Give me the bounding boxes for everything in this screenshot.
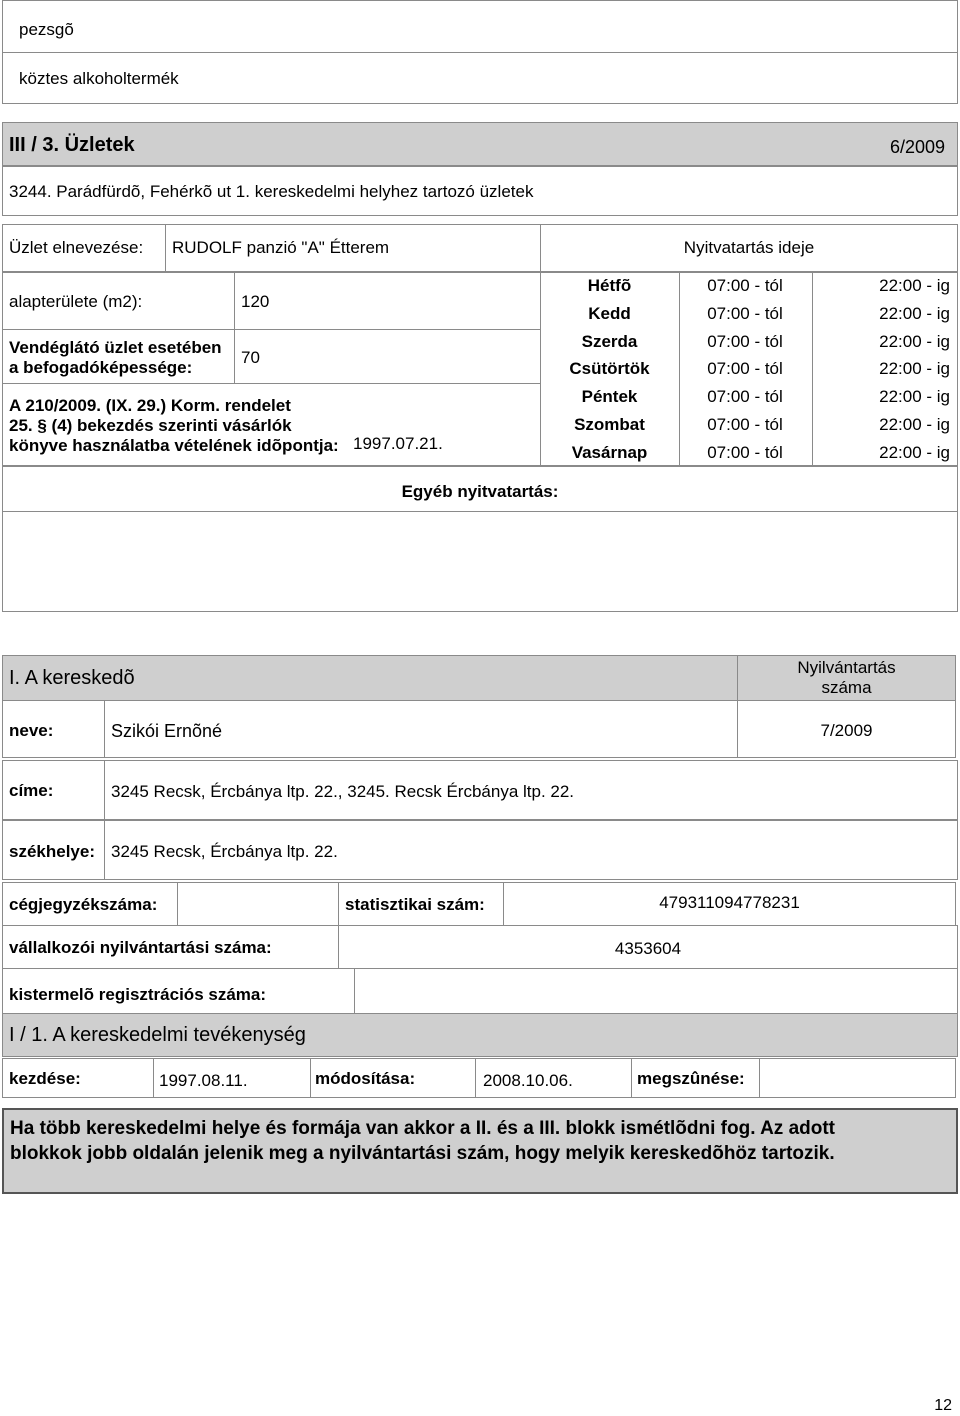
activity-divider-5 [759, 1059, 760, 1097]
other-hours-label: Egyéb nyitvatartás: [401, 482, 559, 501]
entrepreneur-label-cell [2, 925, 339, 969]
activity-title: I / 1. A kereskedelmi tevékenység [9, 1024, 306, 1046]
hours-header: Nyitvatartás ideje [683, 238, 815, 257]
hours-to: 22:00 - ig [879, 304, 950, 323]
company-reg-label: cégjegyzékszáma: [9, 895, 158, 914]
stat-label: statisztikai szám: [345, 895, 485, 914]
note-box [2, 1108, 958, 1194]
activity-divider-1 [153, 1059, 154, 1097]
merchant-title: I. A kereskedõ [9, 667, 135, 689]
hours-day: Szombat [574, 415, 645, 434]
area-label-cell [2, 272, 235, 330]
stat-value: 479311094778231 [659, 893, 800, 912]
hours-to: 22:00 - ig [879, 359, 950, 378]
hours-to: 22:00 - ig [879, 276, 950, 295]
activity-row [2, 1058, 956, 1098]
hours-from: 07:00 - tól [707, 443, 783, 462]
producer-label-cell [2, 968, 355, 1014]
hours-to: 22:00 - ig [879, 332, 950, 351]
other-hours-divider [3, 511, 957, 512]
activity-modified-label: módosítása: [315, 1069, 416, 1088]
merchant-name-value: Szikói Ernõné [111, 721, 223, 741]
area-label: alapterülete (m2): [9, 292, 143, 311]
seat-value: 3245 Recsk, Ércbánya ltp. 22. [111, 842, 338, 861]
activity-start-label: kezdése: [9, 1069, 81, 1088]
hours-day: Kedd [588, 304, 631, 323]
stat-label-cell [338, 882, 504, 926]
activity-divider-3 [475, 1059, 476, 1097]
capacity-label-cell [2, 329, 235, 384]
activity-modified-value: 2008.10.06. [483, 1071, 573, 1090]
hours-from: 07:00 - tól [707, 359, 783, 378]
hours-from: 07:00 - tól [707, 304, 783, 323]
producer-label: kistermelõ regisztrációs száma: [9, 985, 267, 1004]
decree-line-2: 25. § (4) bekezdés szerinti vásárlók [9, 416, 292, 435]
note-text: Ha több kereskedelmi helye és formája van akkor a II. és a III. blokk ismétlõdni fog. Az adott blokkok jobb oldalán jelenik meg a nyilvántartási szám, hogy melyik kereskedõhöz tartozik. [10, 1118, 836, 1164]
hours-day: Szerda [581, 332, 638, 351]
entrepreneur-label: vállalkozói nyilvántartási száma: [9, 938, 272, 957]
section-subtitle-box [2, 166, 958, 216]
merchant-name-label: neve: [9, 721, 54, 740]
activity-end-label: megszûnése: [637, 1069, 745, 1088]
shop-name-value: RUDOLF panzió "A" Étterem [172, 238, 390, 257]
hours-to: 22:00 - ig [879, 415, 950, 434]
address-label-cell [2, 760, 105, 820]
capacity-label-1: Vendéglátó üzlet esetében [9, 338, 222, 357]
capacity-value: 70 [241, 348, 260, 367]
section-title: III / 3. Üzletek [9, 134, 135, 156]
merchant-name-label-cell [2, 700, 105, 758]
product-item-1: pezsgõ [19, 20, 74, 39]
reg-number-header-2: száma [821, 678, 872, 697]
hours-day: Péntek [581, 387, 638, 406]
company-reg-value-cell [177, 882, 339, 926]
seat-value-cell [104, 820, 958, 880]
capacity-value-cell [234, 329, 541, 384]
address-label: címe: [9, 781, 54, 800]
hours-to: 22:00 - ig [879, 443, 950, 462]
decree-line-1: A 210/2009. (IX. 29.) Korm. rendelet [9, 396, 291, 415]
address-value-cell [104, 760, 958, 820]
reg-number-header [737, 655, 956, 701]
area-value-cell [234, 272, 541, 330]
section-subtitle: 3244. Parádfürdõ, Fehérkõ ut 1. kereskedelmi helyhez tartozó üzletek [9, 182, 534, 201]
activity-divider-4 [631, 1059, 632, 1097]
merchant-name-value-cell [104, 700, 738, 758]
section-header [2, 122, 958, 166]
section-number: 6/2009 [889, 137, 945, 157]
hours-day: Vasárnap [571, 443, 648, 462]
page-number: 12 [934, 1397, 952, 1414]
decree-value: 1997.07.21. [353, 434, 443, 453]
entrepreneur-value: 4353604 [614, 939, 682, 958]
stat-value-cell [503, 882, 956, 926]
product-item-2: köztes alkoholtermék [19, 69, 179, 88]
entrepreneur-value-cell [338, 925, 958, 969]
decree-cell [2, 383, 541, 466]
area-value: 120 [241, 292, 270, 311]
address-value: 3245 Recsk, Ércbánya ltp. 22., 3245. Recsk Ércbánya ltp. 22. [111, 782, 575, 801]
reg-number-value-cell [737, 700, 956, 758]
hours-from: 07:00 - tól [707, 332, 783, 351]
reg-number-header-1: Nyilvántartás [797, 658, 896, 677]
hours-day: Csütörtök [569, 359, 650, 378]
hours-day: Hétfõ [587, 276, 632, 295]
hours-to: 22:00 - ig [879, 387, 950, 406]
producer-value-cell [354, 968, 958, 1014]
product-list-box [2, 0, 958, 104]
merchant-header [2, 655, 738, 701]
seat-label-cell [2, 820, 105, 880]
shop-name-label: Üzlet elnevezése: [9, 238, 144, 257]
shop-name-value-cell [165, 224, 541, 272]
hours-header-cell [540, 224, 958, 272]
decree-line-3: könyve használatba vételének idõpontja: [9, 436, 339, 455]
hours-from: 07:00 - tól [707, 387, 783, 406]
reg-number-value: 7/2009 [820, 721, 873, 740]
product-divider [3, 52, 957, 53]
company-reg-label-cell [2, 882, 178, 926]
shop-name-label-cell [2, 224, 166, 272]
hours-from: 07:00 - tól [707, 415, 783, 434]
activity-header [2, 1013, 958, 1057]
other-hours-box [2, 466, 958, 612]
hours-from: 07:00 - tól [707, 276, 783, 295]
activity-divider-2 [310, 1059, 311, 1097]
activity-start-value: 1997.08.11. [159, 1071, 248, 1090]
seat-label: székhelye: [9, 842, 95, 861]
capacity-label-2: a befogadóképessége: [9, 358, 193, 377]
